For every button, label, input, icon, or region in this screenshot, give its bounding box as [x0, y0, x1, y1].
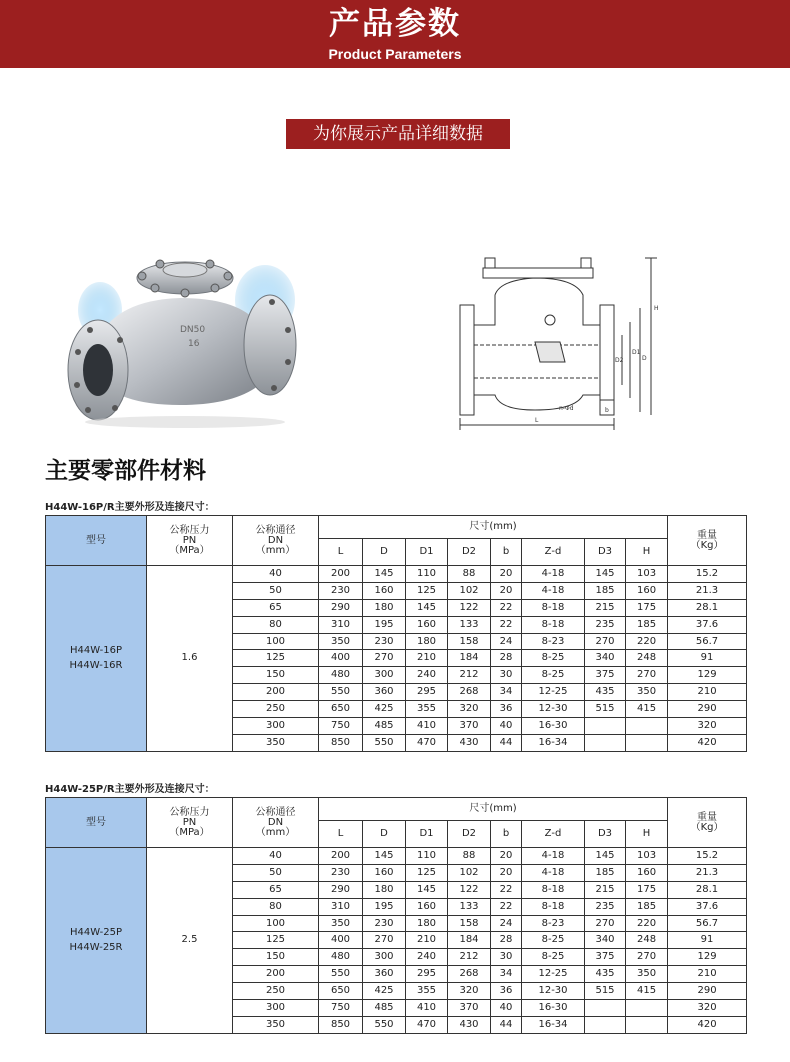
section-subtitle: 为你展示产品详细数据 — [286, 119, 510, 149]
table-cell: 355 — [406, 983, 448, 1000]
table-cell — [585, 718, 626, 735]
table-cell: 295 — [406, 684, 448, 701]
model-name: H44W-16R — [69, 660, 123, 672]
valve-marking-size: DN50 — [180, 325, 206, 335]
spec-table-25 — [45, 797, 747, 1034]
table-cell: 400 — [319, 932, 363, 949]
table-cell: 110 — [406, 848, 448, 865]
header-d1: D1 — [406, 821, 448, 848]
table-cell: 12-25 — [522, 966, 585, 983]
header-weight: 重量 （Kg） — [668, 516, 747, 566]
model-name: H44W-16P — [69, 645, 123, 657]
header-d2: D2 — [448, 821, 491, 848]
table-cell: 15.2 — [668, 566, 747, 583]
table-row — [46, 848, 747, 865]
dim-label-b: b — [605, 407, 609, 414]
pressure-cell: 2.5 — [147, 848, 233, 1034]
dim-label-d2: D2 — [615, 357, 624, 364]
dimension-drawing — [455, 250, 670, 435]
header-h: H — [626, 539, 668, 566]
dim-label-h: H — [654, 305, 659, 312]
table-cell: 8-18 — [522, 881, 585, 898]
table-cell: 310 — [319, 898, 363, 915]
header-d: D — [363, 821, 406, 848]
table-cell: 470 — [406, 734, 448, 751]
table-cell: 350 — [626, 966, 668, 983]
table-cell: 102 — [448, 864, 491, 881]
dim-label-nd: n-Φd — [559, 405, 574, 412]
table-cell: 28.1 — [668, 881, 747, 898]
table-cell: 184 — [448, 650, 491, 667]
table-cell: 350 — [319, 915, 363, 932]
table-cell: 485 — [363, 1000, 406, 1017]
table-cell: 22 — [491, 898, 522, 915]
table-cell: 295 — [406, 966, 448, 983]
table-cell — [585, 1000, 626, 1017]
table-cell: 133 — [448, 616, 491, 633]
drawing-left-flange — [460, 305, 474, 415]
dim-label-l: L — [535, 417, 539, 424]
table-cell: 515 — [585, 701, 626, 718]
table-cell: 36 — [491, 701, 522, 718]
table-cell: 425 — [363, 701, 406, 718]
table-cell: 150 — [233, 667, 319, 684]
table-title: H44W-16P/R主要外形及连接尺寸： — [45, 502, 215, 513]
banner-title: 产品参数 — [329, 6, 461, 42]
table-cell: 195 — [363, 616, 406, 633]
table-cell: 20 — [491, 582, 522, 599]
table-cell: 40 — [491, 1000, 522, 1017]
header-l: L — [319, 821, 363, 848]
table-cell: 268 — [448, 684, 491, 701]
table-cell: 158 — [448, 633, 491, 650]
table-cell: 8-18 — [522, 616, 585, 633]
table-cell: 40 — [233, 848, 319, 865]
table-cell: 22 — [491, 616, 522, 633]
table-cell: 750 — [319, 1000, 363, 1017]
dim-label-d1: D1 — [632, 349, 641, 356]
header-d1: D1 — [406, 539, 448, 566]
table-cell: 230 — [363, 915, 406, 932]
table-cell: 28.1 — [668, 599, 747, 616]
table-cell: 200 — [319, 848, 363, 865]
table-cell: 88 — [448, 848, 491, 865]
header-d3: D3 — [585, 539, 626, 566]
table-cell: 133 — [448, 898, 491, 915]
table-cell: 145 — [406, 599, 448, 616]
table-cell: 375 — [585, 949, 626, 966]
table-cell: 4-18 — [522, 864, 585, 881]
table-cell: 355 — [406, 701, 448, 718]
table-cell: 37.6 — [668, 898, 747, 915]
banner-subtitle: Product Parameters — [328, 46, 462, 62]
header-model: 型号 — [46, 516, 147, 566]
table-cell: 350 — [319, 633, 363, 650]
table-cell: 270 — [585, 633, 626, 650]
table-cell: 300 — [363, 667, 406, 684]
table-cell: 160 — [363, 582, 406, 599]
table-cell: 184 — [448, 932, 491, 949]
header-d3: D3 — [585, 821, 626, 848]
table-cell: 195 — [363, 898, 406, 915]
table-cell: 485 — [363, 718, 406, 735]
table-cell: 850 — [319, 1016, 363, 1033]
header-model: 型号 — [46, 798, 147, 848]
table-cell: 50 — [233, 864, 319, 881]
table-cell: 850 — [319, 734, 363, 751]
header-dimensions: 尺寸(mm) — [319, 516, 668, 539]
table-cell: 21.3 — [668, 864, 747, 881]
table-cell — [626, 734, 668, 751]
table-cell: 100 — [233, 633, 319, 650]
table-cell: 212 — [448, 949, 491, 966]
header-b: b — [491, 821, 522, 848]
table-cell: 250 — [233, 701, 319, 718]
table-cell: 40 — [491, 718, 522, 735]
header-pressure: 公称压力 PN （MPa） — [147, 516, 233, 566]
table-cell: 270 — [363, 932, 406, 949]
table-cell: 340 — [585, 932, 626, 949]
table-cell: 650 — [319, 983, 363, 1000]
table-cell: 50 — [233, 582, 319, 599]
table-cell: 160 — [626, 582, 668, 599]
table-cell: 28 — [491, 650, 522, 667]
table-cell: 185 — [626, 898, 668, 915]
table-cell: 102 — [448, 582, 491, 599]
table-cell: 122 — [448, 599, 491, 616]
table-cell — [626, 718, 668, 735]
table-title: H44W-25P/R主要外形及连接尺寸： — [45, 784, 215, 795]
table-cell: 650 — [319, 701, 363, 718]
table-cell: 415 — [626, 983, 668, 1000]
table-cell: 480 — [319, 949, 363, 966]
table-cell: 230 — [319, 864, 363, 881]
header-weight: 重量 （Kg） — [668, 798, 747, 848]
table-cell: 420 — [668, 734, 747, 751]
table-cell: 220 — [626, 633, 668, 650]
table-cell: 515 — [585, 983, 626, 1000]
valve-marking-pressure: 16 — [188, 339, 200, 349]
table-cell: 230 — [363, 633, 406, 650]
table-cell: 30 — [491, 667, 522, 684]
header-diameter: 公称通径 DN （mm） — [233, 516, 319, 566]
table-cell: 240 — [406, 949, 448, 966]
table-cell: 200 — [233, 684, 319, 701]
table-cell: 91 — [668, 650, 747, 667]
table-cell: 400 — [319, 650, 363, 667]
table-cell: 300 — [363, 949, 406, 966]
table-cell: 175 — [626, 599, 668, 616]
table-cell: 350 — [233, 1016, 319, 1033]
table-cell: 290 — [668, 983, 747, 1000]
table-cell: 30 — [491, 949, 522, 966]
header-l: L — [319, 539, 363, 566]
table-cell: 100 — [233, 915, 319, 932]
table-cell: 22 — [491, 599, 522, 616]
table-cell: 550 — [319, 966, 363, 983]
table-cell: 248 — [626, 932, 668, 949]
table-cell: 103 — [626, 566, 668, 583]
table-cell: 8-25 — [522, 949, 585, 966]
table-cell: 125 — [406, 582, 448, 599]
table-cell: 248 — [626, 650, 668, 667]
table-cell: 210 — [406, 650, 448, 667]
table-cell: 320 — [668, 718, 747, 735]
valve-photo — [60, 240, 320, 430]
table-cell: 80 — [233, 898, 319, 915]
table-cell: 16-34 — [522, 1016, 585, 1033]
header-h: H — [626, 821, 668, 848]
table-cell: 415 — [626, 701, 668, 718]
table-cell: 4-18 — [522, 848, 585, 865]
table-cell: 40 — [233, 566, 319, 583]
table-cell: 200 — [233, 966, 319, 983]
table-cell: 320 — [448, 701, 491, 718]
table-cell: 110 — [406, 566, 448, 583]
table-cell: 370 — [448, 718, 491, 735]
table-cell: 16-34 — [522, 734, 585, 751]
table-cell: 12-30 — [522, 701, 585, 718]
table-cell: 8-25 — [522, 650, 585, 667]
table-cell: 430 — [448, 1016, 491, 1033]
table-cell: 375 — [585, 667, 626, 684]
header-pressure: 公称压力 PN （MPa） — [147, 798, 233, 848]
table-cell: 235 — [585, 616, 626, 633]
table-cell: 290 — [319, 881, 363, 898]
table-cell: 34 — [491, 966, 522, 983]
table-cell: 410 — [406, 718, 448, 735]
header-zd: Z-d — [522, 821, 585, 848]
table-cell: 125 — [406, 864, 448, 881]
table-cell: 145 — [585, 566, 626, 583]
table-cell: 158 — [448, 915, 491, 932]
table-cell: 200 — [319, 566, 363, 583]
table-cell: 300 — [233, 718, 319, 735]
table-cell: 160 — [363, 864, 406, 881]
table-cell: 250 — [233, 983, 319, 1000]
table-cell: 88 — [448, 566, 491, 583]
dim-label-d: D — [642, 355, 647, 362]
header-d2: D2 — [448, 539, 491, 566]
table-cell: 145 — [406, 881, 448, 898]
table-cell: 8-25 — [522, 932, 585, 949]
table-cell: 210 — [668, 966, 747, 983]
table-cell: 175 — [626, 881, 668, 898]
header-dimensions: 尺寸(mm) — [319, 798, 668, 821]
table-cell: 270 — [585, 915, 626, 932]
table-cell: 145 — [363, 848, 406, 865]
table-cell: 91 — [668, 932, 747, 949]
table-cell: 20 — [491, 864, 522, 881]
table-cell: 240 — [406, 667, 448, 684]
header-d: D — [363, 539, 406, 566]
table-cell: 56.7 — [668, 915, 747, 932]
table-cell: 310 — [319, 616, 363, 633]
table-cell: 550 — [319, 684, 363, 701]
table-cell — [585, 1016, 626, 1033]
table-cell: 360 — [363, 684, 406, 701]
table-cell: 8-25 — [522, 667, 585, 684]
table-cell: 36 — [491, 983, 522, 1000]
table-cell: 22 — [491, 881, 522, 898]
table-cell: 480 — [319, 667, 363, 684]
table-cell: 15.2 — [668, 848, 747, 865]
table-cell: 268 — [448, 966, 491, 983]
table-cell: 8-18 — [522, 898, 585, 915]
table-cell: 185 — [626, 616, 668, 633]
table-cell: 24 — [491, 633, 522, 650]
table-cell: 420 — [668, 1016, 747, 1033]
table-cell: 185 — [585, 864, 626, 881]
table-cell: 103 — [626, 848, 668, 865]
table-cell — [585, 734, 626, 751]
table-cell: 180 — [363, 881, 406, 898]
header-banner — [0, 0, 790, 68]
spec-table-16 — [45, 515, 747, 752]
table-cell: 320 — [448, 983, 491, 1000]
table-cell: 122 — [448, 881, 491, 898]
table-cell: 65 — [233, 881, 319, 898]
table-cell: 56.7 — [668, 633, 747, 650]
table-cell: 350 — [233, 734, 319, 751]
table-cell: 44 — [491, 1016, 522, 1033]
table-cell: 270 — [626, 949, 668, 966]
table-cell — [626, 1016, 668, 1033]
table-cell: 430 — [448, 734, 491, 751]
table-cell: 180 — [363, 599, 406, 616]
table-cell: 4-18 — [522, 582, 585, 599]
table-cell: 20 — [491, 566, 522, 583]
table-cell: 320 — [668, 1000, 747, 1017]
table-cell: 470 — [406, 1016, 448, 1033]
table-cell: 65 — [233, 599, 319, 616]
table-cell: 270 — [363, 650, 406, 667]
materials-title: 主要零部件材料 — [45, 458, 206, 484]
table-cell: 210 — [668, 684, 747, 701]
header-diameter: 公称通径 DN （mm） — [233, 798, 319, 848]
table-cell: 34 — [491, 684, 522, 701]
table-cell: 80 — [233, 616, 319, 633]
table-cell: 37.6 — [668, 616, 747, 633]
table-cell: 215 — [585, 881, 626, 898]
table-cell: 210 — [406, 932, 448, 949]
table-cell — [626, 1000, 668, 1017]
table-cell: 129 — [668, 949, 747, 966]
table-cell: 8-18 — [522, 599, 585, 616]
model-cell — [46, 566, 147, 752]
table-cell: 215 — [585, 599, 626, 616]
table-cell: 125 — [233, 932, 319, 949]
drawing-right-flange — [600, 305, 614, 415]
table-cell: 21.3 — [668, 582, 747, 599]
table-cell: 125 — [233, 650, 319, 667]
table-cell: 212 — [448, 667, 491, 684]
table-cell: 340 — [585, 650, 626, 667]
table-cell: 4-18 — [522, 566, 585, 583]
table-cell: 12-30 — [522, 983, 585, 1000]
table-cell: 185 — [585, 582, 626, 599]
table-cell: 435 — [585, 966, 626, 983]
model-name: H44W-25P — [69, 927, 123, 939]
table-row — [46, 566, 747, 583]
table-cell: 360 — [363, 966, 406, 983]
right-flange — [244, 295, 296, 395]
table-cell: 230 — [319, 582, 363, 599]
table-cell: 16-30 — [522, 1000, 585, 1017]
table-cell: 235 — [585, 898, 626, 915]
model-name: H44W-25R — [69, 942, 123, 954]
table-cell: 180 — [406, 633, 448, 650]
table-cell: 550 — [363, 1016, 406, 1033]
header-zd: Z-d — [522, 539, 585, 566]
table-cell: 44 — [491, 734, 522, 751]
table-cell: 8-23 — [522, 633, 585, 650]
header-b: b — [491, 539, 522, 566]
table-cell: 28 — [491, 932, 522, 949]
table-cell: 160 — [406, 898, 448, 915]
table-cell: 145 — [363, 566, 406, 583]
table-cell: 160 — [626, 864, 668, 881]
table-cell: 370 — [448, 1000, 491, 1017]
table-cell: 20 — [491, 848, 522, 865]
table-cell: 12-25 — [522, 684, 585, 701]
table-cell: 410 — [406, 1000, 448, 1017]
model-cell — [46, 848, 147, 1034]
table-cell: 425 — [363, 983, 406, 1000]
table-cell: 435 — [585, 684, 626, 701]
table-cell: 220 — [626, 915, 668, 932]
table-cell: 270 — [626, 667, 668, 684]
table-cell: 8-23 — [522, 915, 585, 932]
table-cell: 290 — [668, 701, 747, 718]
pressure-cell: 1.6 — [147, 566, 233, 752]
table-cell: 350 — [626, 684, 668, 701]
table-cell: 300 — [233, 1000, 319, 1017]
table-cell: 550 — [363, 734, 406, 751]
table-cell: 145 — [585, 848, 626, 865]
table-cell: 16-30 — [522, 718, 585, 735]
table-cell: 24 — [491, 915, 522, 932]
table-cell: 750 — [319, 718, 363, 735]
table-cell: 150 — [233, 949, 319, 966]
table-cell: 290 — [319, 599, 363, 616]
table-cell: 160 — [406, 616, 448, 633]
table-cell: 129 — [668, 667, 747, 684]
table-cell: 180 — [406, 915, 448, 932]
